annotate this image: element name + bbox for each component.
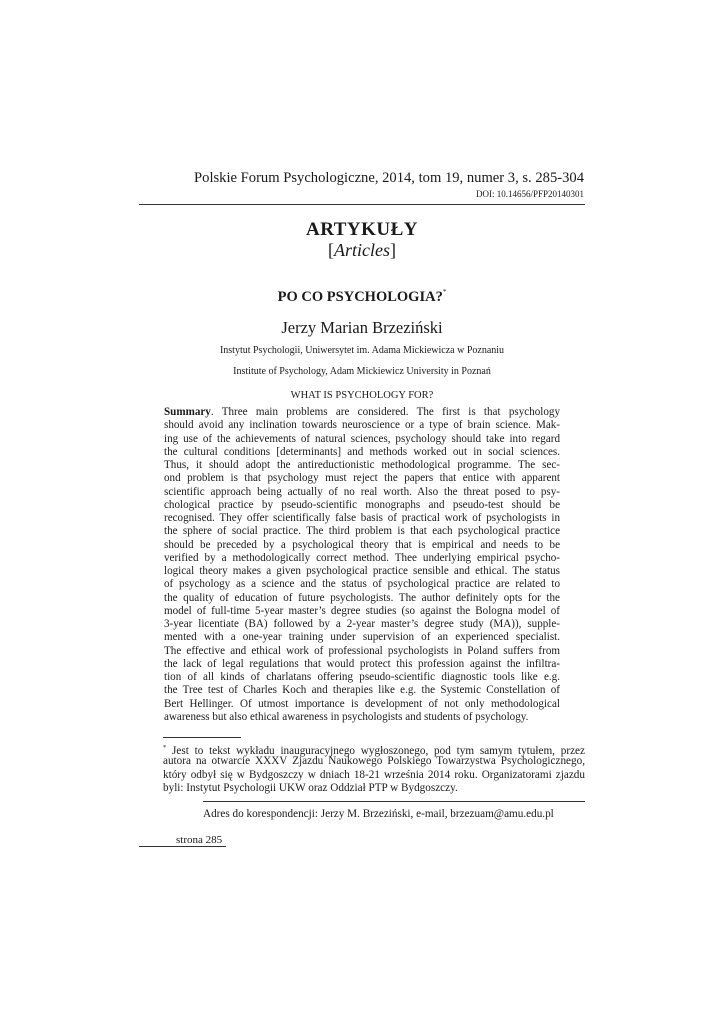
footnote-rule bbox=[163, 737, 241, 738]
abstract-line: the quality of education of future psychologists. The author definitely opts for the bbox=[164, 591, 560, 604]
abstract-line: mented with a one-year training under supervision of an experienced specialist. bbox=[164, 631, 560, 644]
section-subtitle bbox=[0, 240, 724, 261]
section-title: ARTYKUŁY bbox=[305, 219, 419, 240]
abstract bbox=[164, 406, 560, 724]
abstract-line: the cultural conditions [determinants] and methods worked out in social sciences. bbox=[164, 445, 560, 458]
footnote-marker: * bbox=[442, 288, 447, 296]
abstract-line: chological practice by pseudo-scientific monographs and pseudo-test should be bbox=[164, 498, 560, 511]
page-number-rule bbox=[139, 846, 226, 847]
section-subtitle-text: Articles bbox=[334, 240, 390, 260]
abstract-line: The effective and ethical work of professional psychologists in Poland suffers from bbox=[164, 644, 560, 657]
footnote-line: autora na otwarcie XXXV Zjazdu Naukowego Polskiego Towarzystwa Psychologicznego, bbox=[163, 754, 585, 767]
abstract-line: ing use of the achievements of natural sciences, psychology should take into regard bbox=[164, 432, 560, 445]
abstract-line: Thus, it should adopt the antireductionistic methodological programme. The sec- bbox=[164, 459, 560, 471]
abstract-line: awareness but also ethical awareness in psychologists and students of psychology. bbox=[164, 710, 529, 723]
abstract-line: should be preceded by a psychological theory that is empirical and needs to be bbox=[164, 538, 560, 551]
paper-title-text: PO CO PSYCHOLOGIA? bbox=[277, 289, 443, 305]
footnote-marker: * bbox=[163, 744, 167, 751]
footnote-line: który odbył się w Bydgoszczy w dniach 18-21 września 2014 roku. Organizatorami zjazdu bbox=[163, 768, 585, 781]
footnote-line: byli: Instytut Psychologii UKW oraz Oddział PTP w Bydgoszczy. bbox=[163, 782, 458, 795]
author-name: Jerzy Marian Brzeziński bbox=[281, 318, 443, 337]
correspondence-address: Adres do korespondencji: Jerzy M. Brzeziński, e-mail, brzezuam@amu.edu.pl bbox=[203, 808, 554, 820]
page-number: strona 285 bbox=[176, 834, 223, 846]
bracket-open: [ bbox=[328, 240, 334, 260]
footnote bbox=[163, 741, 585, 796]
abstract-text: . Three main problems are considered. The first is that psychology bbox=[210, 406, 560, 418]
abstract-line: Bert Hellinger. Of utmost importance is development of not only methodological bbox=[164, 697, 560, 710]
abstract-line: tion of all kinds of charlatans offering pseudo-scientific diagnostic tools like e.g. bbox=[164, 671, 560, 683]
summary-label: Summary bbox=[164, 406, 211, 418]
abstract-line: scientific approach being actually of no real worth. Also the threat posed to psy- bbox=[164, 485, 560, 498]
correspondence-rule bbox=[203, 801, 585, 802]
abstract-line: 3-year licentiate (BA) followed by a 2-year master’s degree study (MA)), supple- bbox=[164, 618, 560, 630]
abstract-line: the Tree test of Charles Koch and therapies like e.g. the Systemic Constellation of bbox=[164, 684, 560, 697]
journal-citation: Polskie Forum Psychologiczne, 2014, tom 19, numer 3, s. 285-304 bbox=[194, 170, 584, 186]
abstract-line: verified by a methodologically correct method. Thee underlying empirical psycho- bbox=[164, 551, 560, 564]
bracket-close: ] bbox=[390, 240, 396, 260]
abstract-line: the sphere of social practice. The third problem is that each psychological practice bbox=[164, 525, 560, 538]
abstract-line: the lack of legal regulations that would protect this profession against the infiltra- bbox=[164, 657, 560, 670]
abstract-line: model of full-time 5-year master’s degree studies (so against the Bologna model of bbox=[164, 604, 560, 617]
abstract-line: of psychology as a science and the status of psychological practice are related to bbox=[164, 578, 560, 591]
doi: DOI: 10.14656/PFP20140301 bbox=[475, 189, 584, 199]
affiliation-en: Institute of Psychology, Adam Mickiewicz University in Poznań bbox=[233, 366, 491, 377]
abstract-line: logical theory makes a given psychological practice sensible and ethical. The status bbox=[164, 565, 560, 577]
affiliation-pl: Instytut Psychologii, Uniwersytet im. Adama Mickiewicza w Poznaniu bbox=[219, 345, 505, 356]
abstract-line bbox=[164, 406, 560, 419]
footnote-line bbox=[163, 741, 585, 755]
footnote-text: Jest to tekst wykładu inauguracyjnego wygłoszonego, pod tym samym tytułem, przez bbox=[166, 745, 585, 757]
abstract-line: recognised. They offer scientifically false basis of practical work of psychologists in bbox=[164, 512, 560, 524]
header-rule bbox=[139, 204, 585, 205]
english-title: WHAT IS PSYCHOLOGY FOR? bbox=[290, 390, 434, 401]
abstract-line: should avoid any inclination towards neuroscience or a type of brain science. Mak- bbox=[164, 419, 560, 432]
paper-title bbox=[0, 288, 724, 306]
abstract-line: ond problem is that psychology must reject the papers that entice with apparent bbox=[164, 472, 560, 485]
